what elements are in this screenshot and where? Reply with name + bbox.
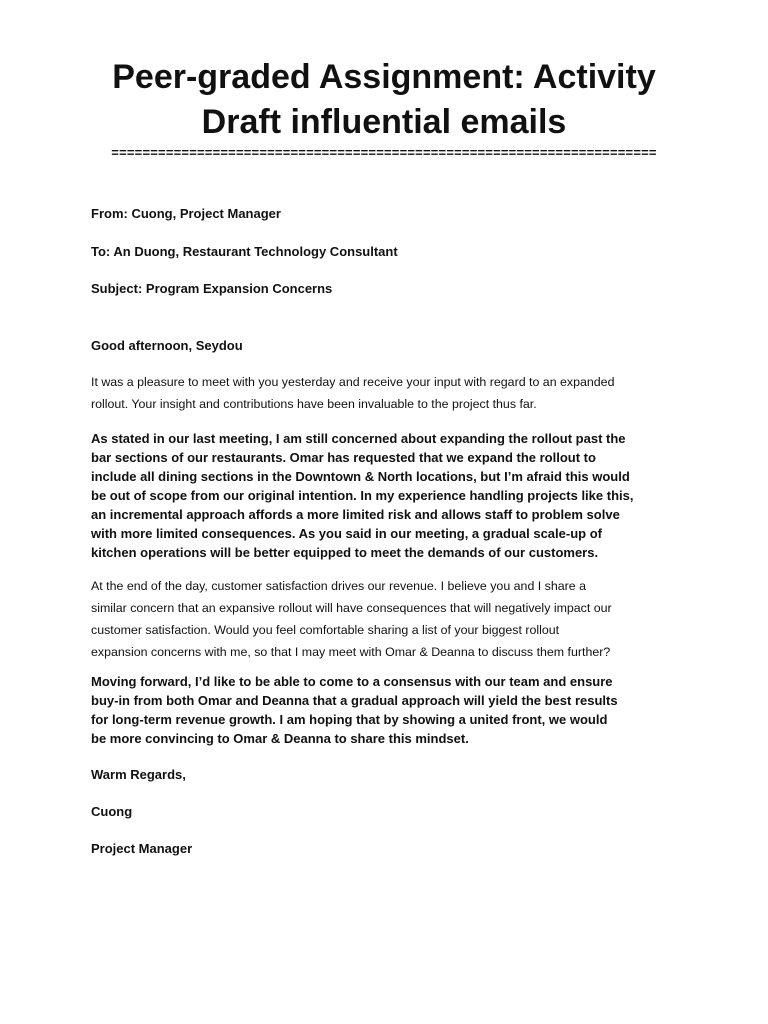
paragraph-line: customer satisfaction. Would you feel comfortable sharing a list of your biggest rollout xyxy=(91,623,560,637)
paragraph-line: include all dining sections in the Downtown & North locations, but I’m afraid this would xyxy=(91,469,630,484)
paragraph-line: It was a pleasure to meet with you yesterday and receive your input with regard to an expanded xyxy=(91,375,615,389)
paragraph-line: be more convincing to Omar & Deanna to share this mindset. xyxy=(91,731,469,746)
email-paragraph-1 xyxy=(91,371,671,415)
paragraph-line: buy-in from both Omar and Deanna that a gradual approach will yield the best results xyxy=(91,693,618,708)
signature-title: Project Manager xyxy=(91,841,193,856)
document-title-line-2: Draft influential emails xyxy=(201,103,567,141)
paragraph-line: As stated in our last meeting, I am still concerned about expanding the rollout past the xyxy=(91,431,626,446)
paragraph-line: be out of scope from our original intention. In my experience handling projects like this, xyxy=(91,488,634,503)
paragraph-line: At the end of the day, customer satisfaction drives our revenue. I believe you and I share a xyxy=(91,579,586,593)
email-paragraph-2 xyxy=(91,429,671,562)
paragraph-line: Moving forward, I’d like to be able to come to a consensus with our team and ensure xyxy=(91,674,613,689)
paragraph-line: an incremental approach affords a more limited risk and allows staff to problem solve xyxy=(91,507,620,522)
signature-name: Cuong xyxy=(91,804,133,819)
email-greeting: Good afternoon, Seydou xyxy=(91,338,243,353)
paragraph-line: bar sections of our restaurants. Omar has requested that we expand the rollout to xyxy=(91,450,596,465)
email-paragraph-3 xyxy=(91,575,671,663)
email-from: From: Cuong, Project Manager xyxy=(91,206,281,221)
paragraph-line: rollout. Your insight and contributions have been invaluable to the project thus far. xyxy=(91,397,537,411)
paragraph-line: expansion concerns with me, so that I may meet with Omar & Deanna to discuss them further? xyxy=(91,645,611,659)
email-subject: Subject: Program Expansion Concerns xyxy=(91,281,333,296)
email-to: To: An Duong, Restaurant Technology Consultant xyxy=(91,244,398,259)
email-closing: Warm Regards, xyxy=(91,767,186,782)
paragraph-line: kitchen operations will be better equipped to meet the demands of our customers. xyxy=(91,545,599,560)
document-title-line-1: Peer-graded Assignment: Activity xyxy=(112,58,656,96)
paragraph-line: with more limited consequences. As you said in our meeting, a gradual scale-up of xyxy=(91,526,602,541)
email-paragraph-4 xyxy=(91,672,671,748)
title-separator: ====================================================================== xyxy=(111,145,657,160)
paragraph-line: similar concern that an expansive rollout will have consequences that will negatively impact our xyxy=(91,601,612,615)
paragraph-line: for long-term revenue growth. I am hoping that by showing a united front, we would xyxy=(91,712,608,727)
